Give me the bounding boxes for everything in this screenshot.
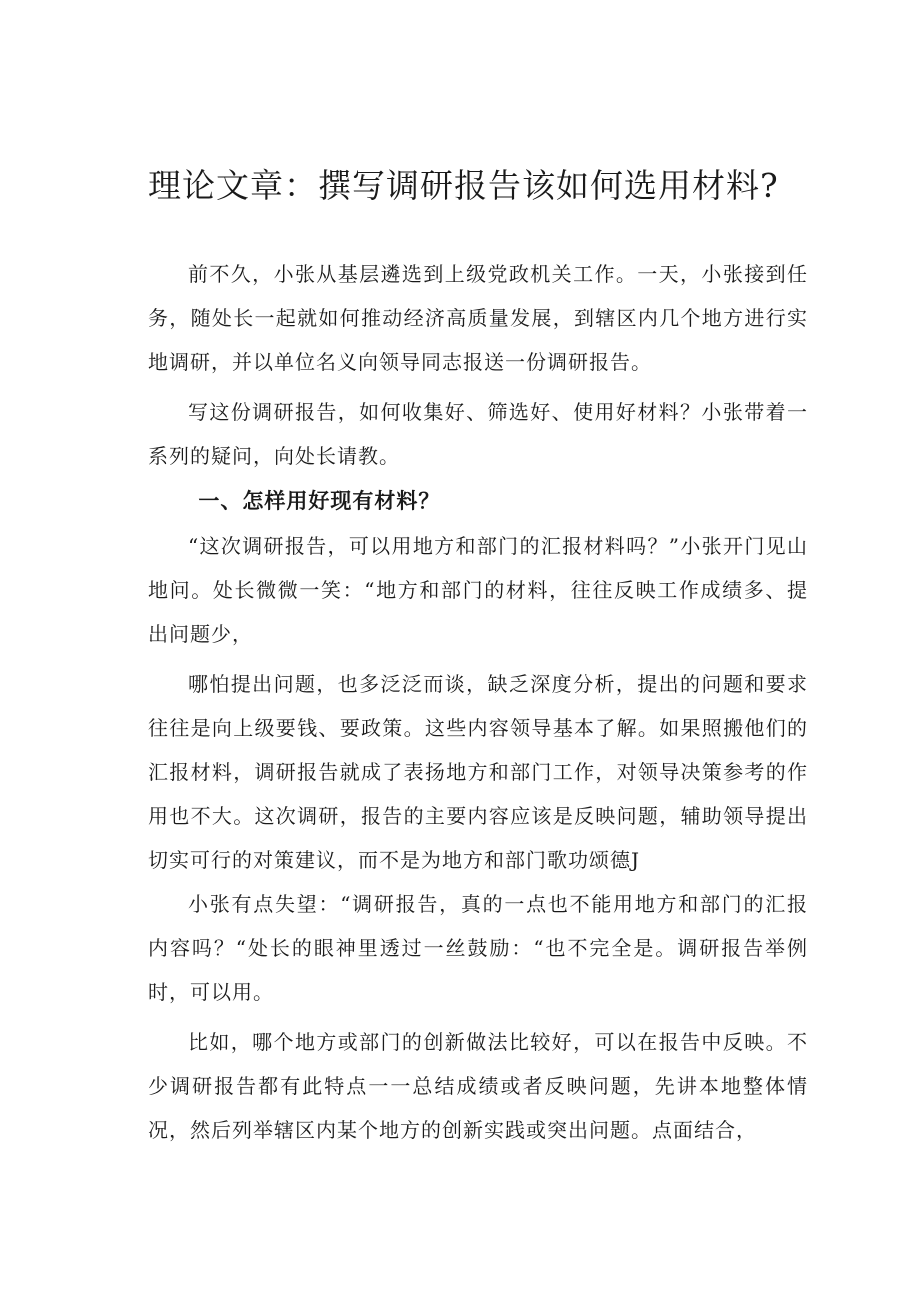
paragraph: 哪怕提出问题，也多泛泛而谈，缺乏深度分析，提出的问题和要求往往是向上级要钱、要政策。这些内容领导基本了解。如果照搬他们的汇报材料，调研报告就成了表扬地方和部门工作，对领导决策参考的作用也不大。这次调研，报告的主要内容应该是反映问题，辅助领导提出切实可行的对策建议，而不是为地方和部门歌功颂德J	[148, 672, 808, 872]
section-heading: 一、怎样用好现有材料？	[198, 489, 441, 513]
paragraph: 小张有点失望：“调研报告，真的一点也不能用地方和部门的汇报内容吗？“处长的眼神里透过一丝鼓励：“也不完全是。调研报告举例时，可以用。	[148, 892, 808, 1004]
paragraph: 比如，哪个地方或部门的创新做法比较好，可以在报告中反映。不少调研报告都有此特点一一总结成绩或者反映问题，先讲本地整体情况，然后列举辖区内某个地方的创新实践或突出问题。点面结合，	[148, 1030, 808, 1142]
document-body	[148, 252, 808, 1152]
paragraph: 前不久，小张从基层遴选到上级党政机关工作。一天，小张接到任务，随处长一起就如何推动经济高质量发展，到辖区内几个地方进行实地调研，并以单位名义向领导同志报送一份调研报告。	[148, 262, 808, 374]
paragraph: 写这份调研报告，如何收集好、筛选好、使用好材料？小张带着一系列的疑问，向处长请教。	[148, 400, 808, 468]
paragraph: “这次调研报告，可以用地方和部门的汇报材料吗？”小张开门见山地问。处长微微一笑：“地方和部门的材料，往往反映工作成绩多、提出问题少，	[148, 534, 808, 646]
document-title: 理论文章：撰写调研报告该如何选用材料?	[148, 166, 779, 205]
